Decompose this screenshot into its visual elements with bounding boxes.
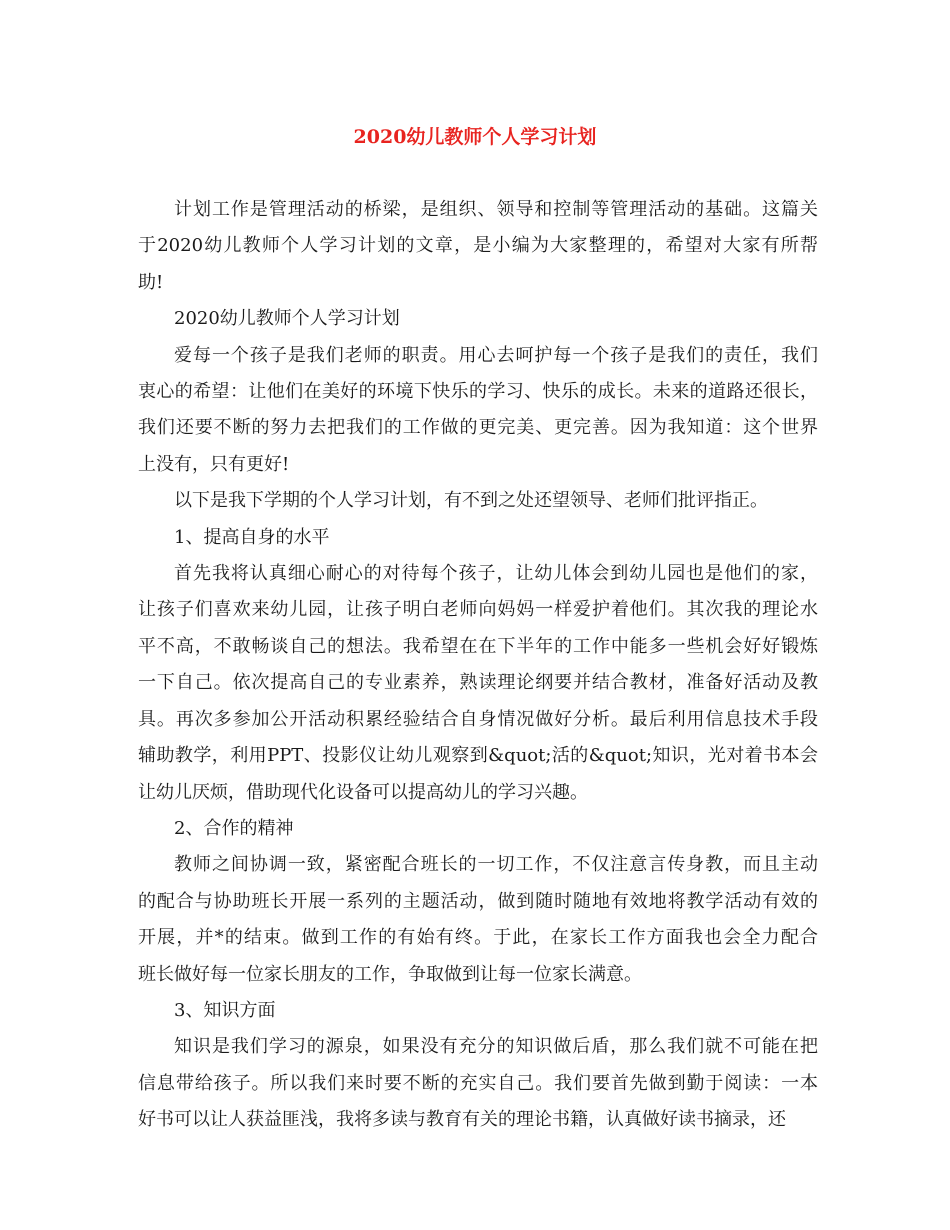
text-line: 的配合与协助班长开展一系列的主题活动，做到随时随地有效地将教学活动有效的 — [138, 890, 818, 912]
body-paragraph — [138, 483, 818, 519]
text-line: 信息带给孩子。所以我们来时要不断的充实自己。我们要首先做到勤于阅读：一本 — [138, 1072, 818, 1094]
text-line: 我们还要不断的努力去把我们的工作做的更完美、更完善。因为我知道：这个世界 — [138, 417, 818, 439]
body-paragraph — [138, 192, 818, 301]
text-line: 助! — [138, 271, 164, 293]
section-heading — [138, 520, 818, 556]
text-line: 于2020幼儿教师个人学习计划的文章，是小编为大家整理的，希望对大家有所帮 — [138, 235, 818, 257]
text-line: 以下是我下学期的个人学习计划，有不到之处还望领导、老师们批评指正。 — [174, 490, 768, 512]
text-line: 开展，并*的结束。做到工作的有始有终。于此，在家长工作方面我也会全力配合 — [138, 927, 818, 949]
text-line: 爱每一个孩子是我们老师的职责。用心去呵护每一个孩子是我们的责任，我们 — [174, 344, 818, 366]
section-heading — [138, 993, 818, 1029]
body-paragraph — [138, 556, 818, 811]
body-paragraph — [138, 847, 818, 993]
text-line: 辅助教学，利用PPT、投影仪让幼儿观察到&quot;活的&quot;知识，光对着书本会 — [138, 745, 818, 767]
text-line: 班长做好每一位家长朋友的工作，争取做到让每一位家长满意。 — [138, 963, 642, 985]
text-line: 好书可以让人获益匪浅，我将多读与教育有关的理论书籍，认真做好读书摘录，还 — [138, 1109, 786, 1131]
section-heading — [138, 301, 818, 337]
document-title: 2020幼儿教师个人学习计划 — [353, 126, 597, 148]
text-line: 上没有，只有更好! — [138, 453, 290, 475]
text-line: 让幼儿厌烦，借助现代化设备可以提高幼儿的学习兴趣。 — [138, 781, 588, 803]
body-paragraph — [138, 338, 818, 484]
section-heading — [138, 811, 818, 847]
text-line: 1、提高自身的水平 — [174, 526, 330, 548]
text-line: 一下自己。依次提高自己的专业素养，熟读理论纲要并结合教材，准备好活动及教 — [138, 672, 818, 694]
document-body — [138, 192, 818, 1139]
text-line: 2、合作的精神 — [174, 817, 294, 839]
text-line: 教师之间协调一致，紧密配合班长的一切工作，不仅注意言传身教，而且主动 — [174, 854, 818, 876]
body-paragraph — [138, 1029, 818, 1138]
text-line: 平不高，不敢畅谈自己的想法。我希望在在下半年的工作中能多一些机会好好锻炼 — [138, 635, 818, 657]
text-line: 具。再次多参加公开活动积累经验结合自身情况做好分析。最后利用信息技术手段 — [138, 708, 818, 730]
text-line: 知识是我们学习的源泉，如果没有充分的知识做后盾，那么我们就不可能在把 — [174, 1036, 818, 1058]
text-line: 2020幼儿教师个人学习计划 — [174, 308, 400, 330]
text-line: 3、知识方面 — [174, 999, 276, 1021]
text-line: 计划工作是管理活动的桥梁，是组织、领导和控制等管理活动的基础。这篇关 — [174, 199, 818, 220]
text-line: 让孩子们喜欢来幼儿园，让孩子明白老师向妈妈一样爱护着他们。其次我的理论水 — [138, 599, 818, 621]
text-line: 首先我将认真细心耐心的对待每个孩子，让幼儿体会到幼儿园也是他们的家， — [174, 563, 818, 585]
text-line: 衷心的希望：让他们在美好的环境下快乐的学习、快乐的成长。未来的道路还很长， — [138, 381, 818, 403]
